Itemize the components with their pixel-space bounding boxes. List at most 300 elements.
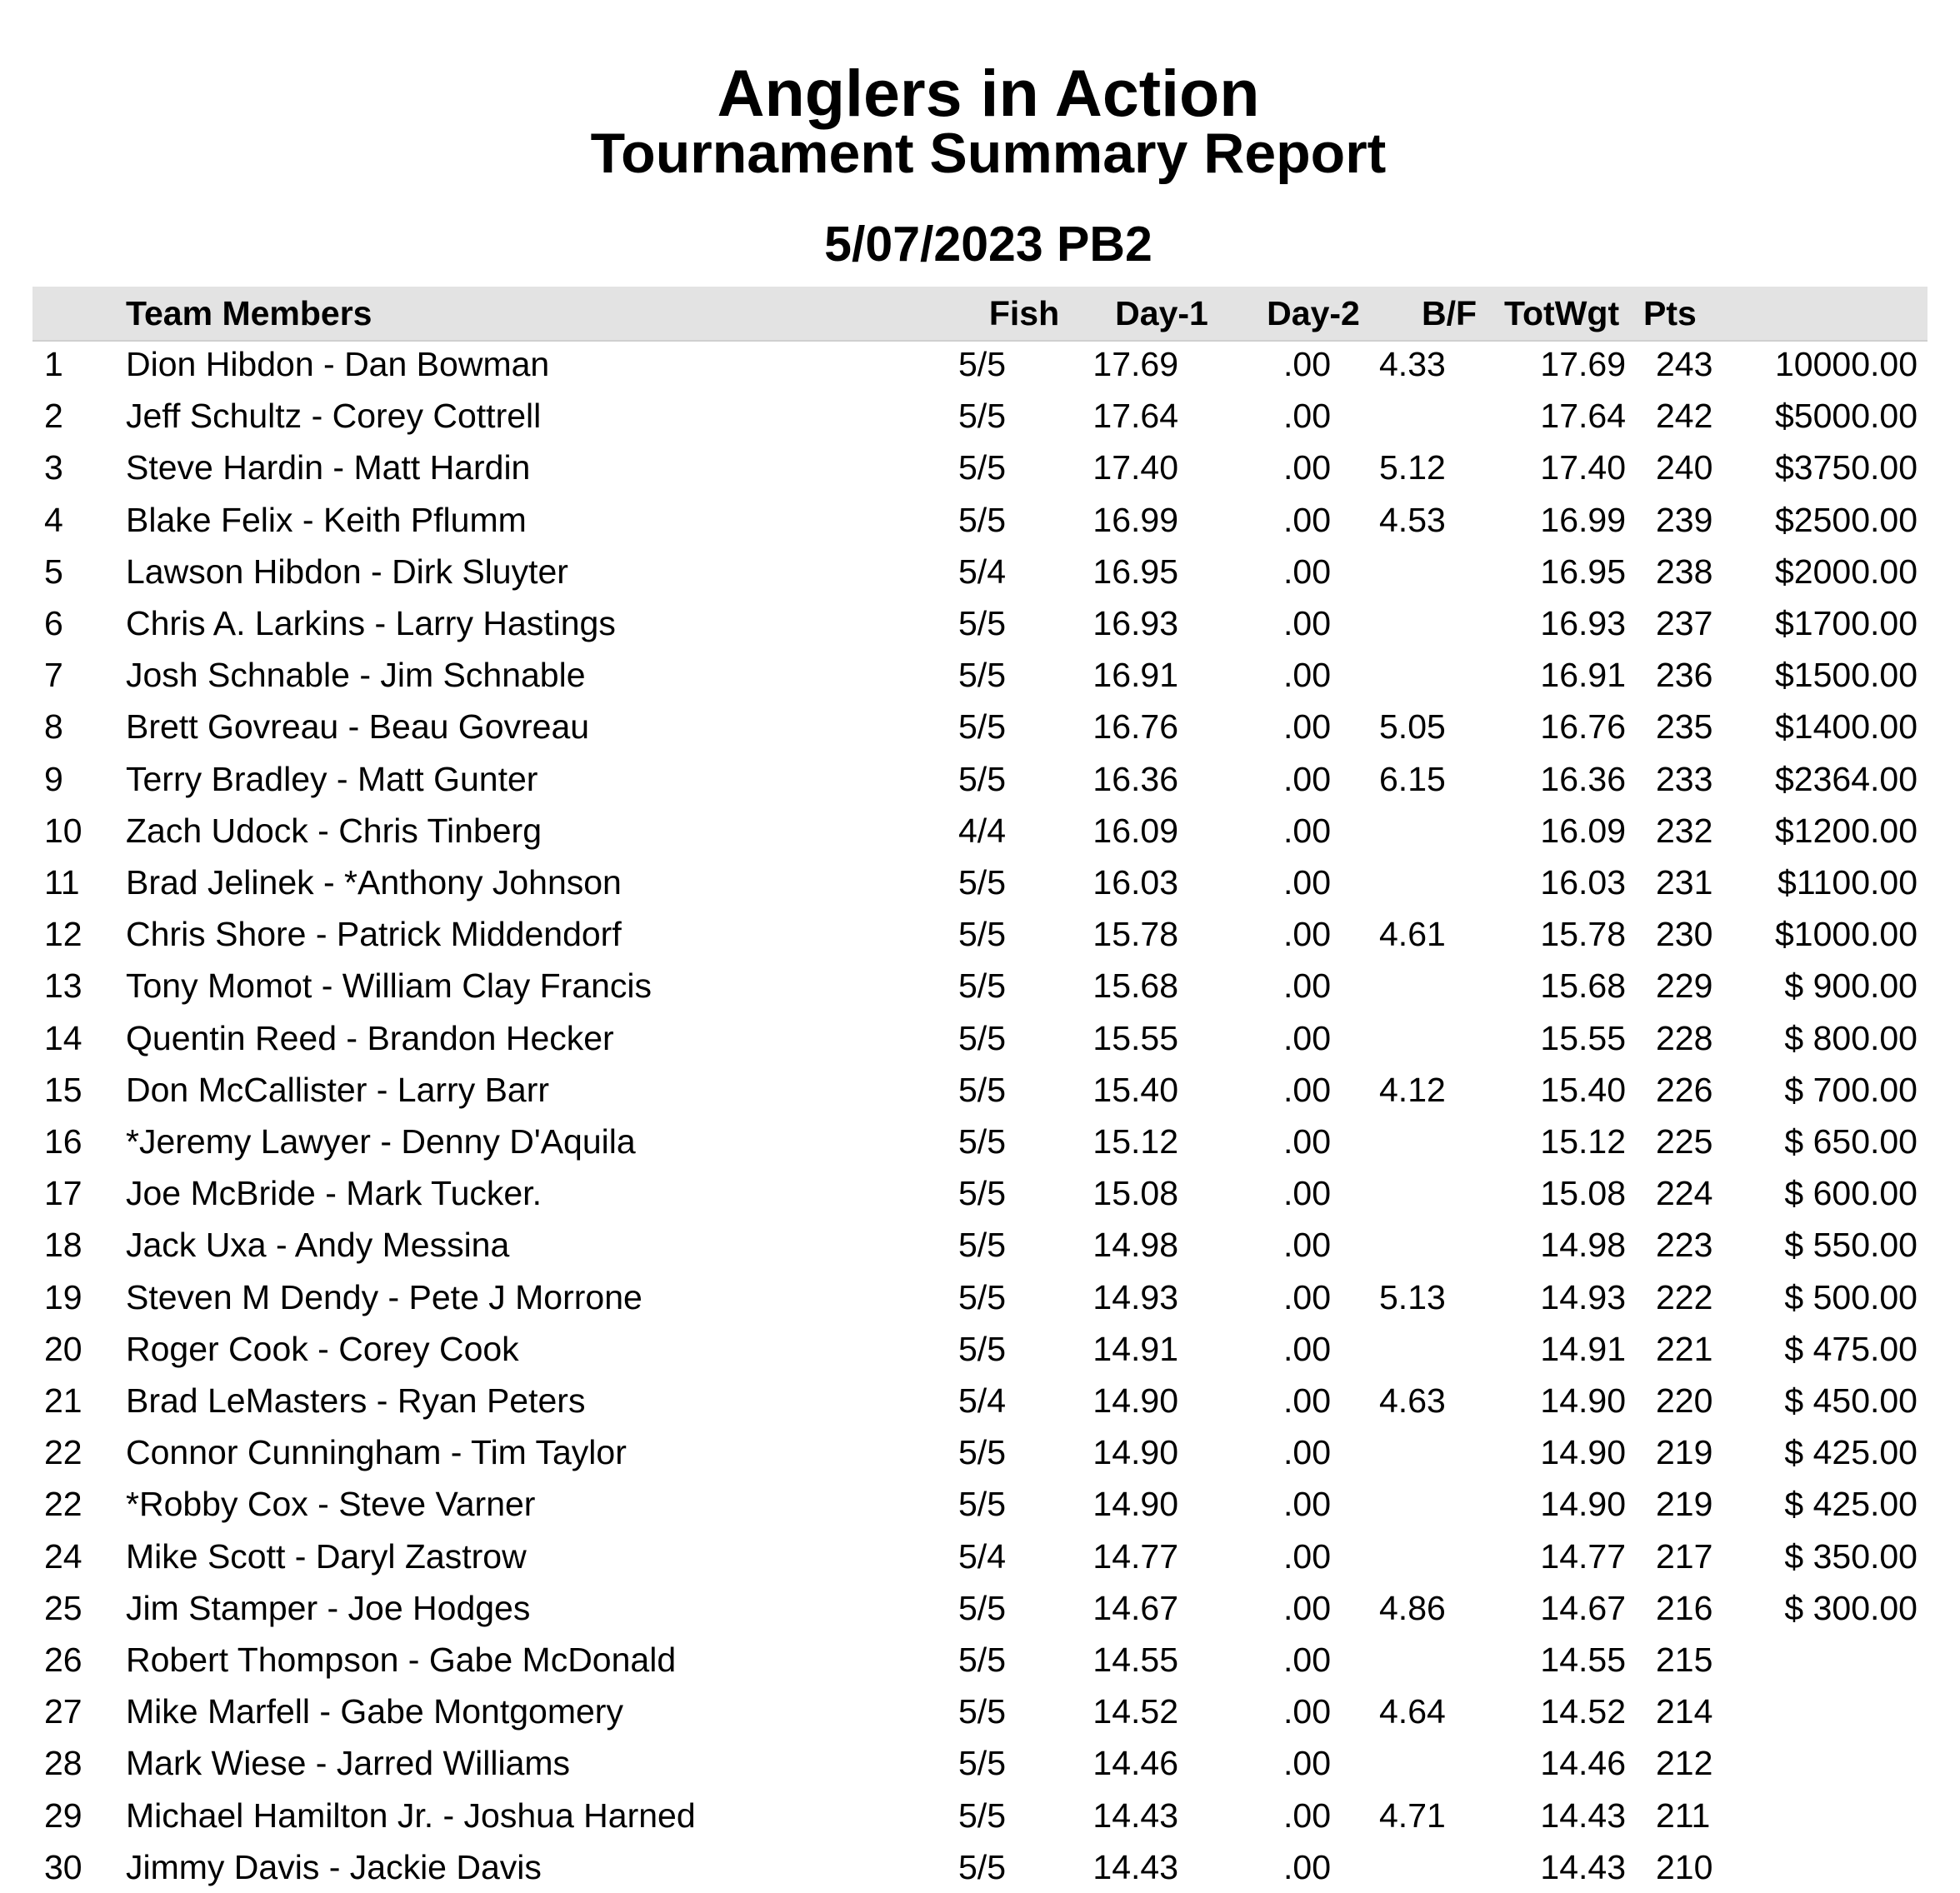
day2-cell: .00 <box>1283 1070 1331 1109</box>
place-cell: 22 <box>44 1485 82 1524</box>
totwgt-cell: 16.09 <box>1540 811 1626 850</box>
prize-cell: $ 500.00 <box>1784 1277 1918 1316</box>
prize-cell: $ 425.00 <box>1784 1433 1918 1472</box>
day1-cell: 15.55 <box>1092 1018 1178 1057</box>
totwgt-cell: 16.93 <box>1540 604 1626 642</box>
prize-cell: $ 600.00 <box>1784 1174 1918 1213</box>
team-cell: Josh Schnable - Jim Schnable <box>126 656 586 695</box>
day1-cell: 16.36 <box>1092 759 1178 798</box>
pts-cell: 210 <box>1656 1847 1713 1886</box>
place-cell: 5 <box>44 552 63 591</box>
totwgt-cell: 14.52 <box>1540 1692 1626 1731</box>
day2-cell: .00 <box>1283 1174 1331 1213</box>
fish-cell: 5/5 <box>958 448 1006 487</box>
pts-cell: 219 <box>1656 1485 1713 1524</box>
pts-cell: 211 <box>1656 1796 1711 1835</box>
fish-cell: 4/4 <box>958 811 1006 850</box>
day2-cell: .00 <box>1283 966 1331 1006</box>
fish-cell: 5/4 <box>958 1381 1006 1420</box>
fish-cell: 5/5 <box>958 863 1006 902</box>
prize-cell: $1200.00 <box>1774 811 1918 850</box>
place-cell: 6 <box>44 604 63 642</box>
day2-cell: .00 <box>1283 759 1331 798</box>
totwgt-cell: 16.99 <box>1540 500 1626 539</box>
prize-cell: $1000.00 <box>1774 915 1918 954</box>
fish-cell: 5/5 <box>958 345 1006 383</box>
prize-cell: $ 300.00 <box>1784 1588 1918 1627</box>
fish-cell: 5/5 <box>958 1277 1006 1316</box>
bf-cell: 4.63 <box>1379 1381 1446 1420</box>
day1-cell: 16.76 <box>1092 707 1178 747</box>
place-cell: 1 <box>44 345 63 383</box>
team-cell: Roger Cook - Corey Cook <box>126 1329 519 1368</box>
day2-cell: .00 <box>1283 1226 1331 1265</box>
table-row <box>0 1271 1960 1323</box>
place-cell: 18 <box>44 1226 82 1265</box>
pts-cell: 236 <box>1656 656 1713 695</box>
prize-cell: $2500.00 <box>1774 500 1918 539</box>
table-row <box>0 1737 1960 1789</box>
day1-cell: 14.90 <box>1092 1381 1178 1420</box>
table-row <box>0 1323 1960 1375</box>
table-row <box>0 1012 1960 1064</box>
prize-cell: $2364.00 <box>1774 759 1918 798</box>
table-row <box>0 1531 1960 1582</box>
bf-cell: 5.12 <box>1379 448 1446 487</box>
bf-cell <box>1379 1219 1496 1271</box>
day1-cell: 14.67 <box>1092 1588 1178 1627</box>
table-row <box>0 908 1960 960</box>
fish-cell: 5/5 <box>958 604 1006 642</box>
table-row <box>0 1634 1960 1686</box>
team-cell: Steve Hardin - Matt Hardin <box>126 448 531 487</box>
day1-cell: 16.95 <box>1092 552 1178 591</box>
prize-cell: $1100.00 <box>1778 863 1918 902</box>
totwgt-cell: 14.91 <box>1540 1329 1626 1368</box>
column-header-day1: Day-1 <box>1115 294 1208 332</box>
day1-cell: 14.77 <box>1092 1536 1178 1576</box>
place-cell: 15 <box>44 1070 82 1109</box>
place-cell: 4 <box>44 500 63 539</box>
column-header-bf: B/F <box>1421 294 1478 332</box>
report-org-title: Anglers in Action <box>717 56 1260 130</box>
place-cell: 28 <box>44 1744 82 1783</box>
day1-cell: 17.40 <box>1092 448 1178 487</box>
pts-cell: 228 <box>1656 1018 1713 1057</box>
bf-cell: 4.33 <box>1379 345 1446 383</box>
pts-cell: 219 <box>1656 1433 1713 1472</box>
pts-cell: 235 <box>1656 707 1713 747</box>
pts-cell: 232 <box>1656 811 1713 850</box>
day2-cell: .00 <box>1283 397 1331 436</box>
team-cell: Robert Thompson - Gabe McDonald <box>126 1641 677 1679</box>
table-header <box>32 287 1928 342</box>
team-cell: Connor Cunningham - Tim Taylor <box>126 1433 627 1472</box>
fish-cell: 5/5 <box>958 1018 1006 1057</box>
bf-cell <box>1379 1323 1496 1375</box>
totwgt-cell: 15.55 <box>1540 1018 1626 1057</box>
day1-cell: 15.08 <box>1092 1174 1178 1213</box>
prize-cell: $3750.00 <box>1774 448 1918 487</box>
day1-cell: 16.91 <box>1092 656 1178 695</box>
bf-cell <box>1379 597 1496 649</box>
place-cell: 10 <box>44 811 82 850</box>
place-cell: 14 <box>44 1018 82 1057</box>
day1-cell: 14.91 <box>1092 1329 1178 1368</box>
day1-cell: 16.93 <box>1092 604 1178 642</box>
totwgt-cell: 16.76 <box>1540 707 1626 747</box>
table-row <box>0 1167 1960 1219</box>
bf-cell: 4.64 <box>1379 1692 1446 1731</box>
prize-cell: $ 900.00 <box>1784 966 1918 1006</box>
day1-cell: 16.03 <box>1092 863 1178 902</box>
table-row <box>0 1478 1960 1530</box>
pts-cell: 238 <box>1656 552 1713 591</box>
bf-cell <box>1379 805 1496 857</box>
totwgt-cell: 14.90 <box>1540 1485 1626 1524</box>
pts-cell: 225 <box>1656 1122 1713 1161</box>
day2-cell: .00 <box>1283 1641 1331 1679</box>
fish-cell: 5/5 <box>958 1641 1006 1679</box>
table-row <box>0 442 1960 493</box>
team-cell: Quentin Reed - Brandon Hecker <box>126 1018 614 1057</box>
place-cell: 20 <box>44 1329 82 1368</box>
day1-cell: 15.12 <box>1092 1122 1178 1161</box>
pts-cell: 221 <box>1656 1329 1713 1368</box>
place-cell: 13 <box>44 966 82 1006</box>
totwgt-cell: 14.98 <box>1540 1226 1626 1265</box>
place-cell: 17 <box>44 1174 82 1213</box>
day1-cell: 14.98 <box>1092 1226 1178 1265</box>
team-cell: Mike Marfell - Gabe Montgomery <box>126 1692 623 1731</box>
totwgt-cell: 16.03 <box>1540 863 1626 902</box>
team-cell: Lawson Hibdon - Dirk Sluyter <box>126 552 568 591</box>
bf-cell <box>1379 546 1496 597</box>
day2-cell: .00 <box>1283 707 1331 747</box>
report-title: Tournament Summary Report <box>590 122 1387 185</box>
team-cell: Brad LeMasters - Ryan Peters <box>126 1381 586 1420</box>
team-cell: Jack Uxa - Andy Messina <box>126 1226 510 1265</box>
table-row <box>0 390 1960 442</box>
day1-cell: 14.90 <box>1092 1433 1178 1472</box>
day2-cell: .00 <box>1283 1381 1331 1420</box>
day2-cell: .00 <box>1283 915 1331 954</box>
day1-cell: 14.90 <box>1092 1485 1178 1524</box>
prize-cell: $ 425.00 <box>1784 1485 1918 1524</box>
place-cell: 19 <box>44 1277 82 1316</box>
team-cell: Don McCallister - Larry Barr <box>126 1070 550 1109</box>
day2-cell: .00 <box>1283 1536 1331 1576</box>
fish-cell: 5/5 <box>958 1226 1006 1265</box>
table-row <box>0 649 1960 701</box>
totwgt-cell: 14.67 <box>1540 1588 1626 1627</box>
team-cell: Tony Momot - William Clay Francis <box>126 966 652 1006</box>
prize-cell: $ 550.00 <box>1784 1226 1918 1265</box>
fish-cell: 5/5 <box>958 1692 1006 1731</box>
fish-cell: 5/5 <box>958 1122 1006 1161</box>
place-cell: 16 <box>44 1122 82 1161</box>
totwgt-cell: 14.55 <box>1540 1641 1626 1679</box>
day2-cell: .00 <box>1283 1692 1331 1731</box>
team-cell: Chris Shore - Patrick Middendorf <box>126 915 622 954</box>
day2-cell: .00 <box>1283 1433 1331 1472</box>
bf-cell: 5.05 <box>1379 707 1446 747</box>
prize-cell: $2000.00 <box>1774 552 1918 591</box>
report-event: 5/07/2023 PB2 <box>824 217 1152 272</box>
prize-cell: $ 350.00 <box>1784 1536 1918 1576</box>
totwgt-cell: 15.08 <box>1540 1174 1626 1213</box>
day2-cell: .00 <box>1283 1485 1331 1524</box>
day2-cell: .00 <box>1283 1122 1331 1161</box>
fish-cell: 5/4 <box>958 552 1006 591</box>
bf-cell: 4.12 <box>1379 1070 1446 1109</box>
day2-cell: .00 <box>1283 1847 1331 1886</box>
bf-cell <box>1379 390 1496 442</box>
bf-cell: 4.53 <box>1379 500 1446 539</box>
day1-cell: 16.09 <box>1092 811 1178 850</box>
team-cell: Blake Felix - Keith Pflumm <box>126 500 527 539</box>
totwgt-cell: 14.43 <box>1540 1847 1626 1886</box>
day1-cell: 14.46 <box>1092 1744 1178 1783</box>
bf-cell <box>1379 1478 1496 1530</box>
team-cell: Michael Hamilton Jr. - Joshua Harned <box>126 1796 696 1835</box>
prize-cell: $ 700.00 <box>1784 1070 1918 1109</box>
pts-cell: 233 <box>1656 759 1713 798</box>
team-cell: Jeff Schultz - Corey Cottrell <box>126 397 542 436</box>
pts-cell: 216 <box>1656 1588 1713 1627</box>
bf-cell: 6.15 <box>1379 759 1446 798</box>
totwgt-cell: 16.91 <box>1540 656 1626 695</box>
fish-cell: 5/5 <box>958 500 1006 539</box>
prize-cell <box>1750 1634 1918 1686</box>
day2-cell: .00 <box>1283 1018 1331 1057</box>
table-row <box>0 857 1960 908</box>
team-cell: Brad Jelinek - *Anthony Johnson <box>126 863 622 902</box>
column-header-pts: Pts <box>1643 294 1697 332</box>
pts-cell: 214 <box>1656 1692 1713 1731</box>
totwgt-cell: 16.95 <box>1540 552 1626 591</box>
fish-cell: 5/5 <box>958 1485 1006 1524</box>
day2-cell: .00 <box>1283 552 1331 591</box>
day2-cell: .00 <box>1283 811 1331 850</box>
table-row <box>0 597 1960 649</box>
prize-cell: $1400.00 <box>1774 707 1918 747</box>
bf-cell: 5.13 <box>1379 1277 1446 1316</box>
place-cell: 7 <box>44 656 63 695</box>
pts-cell: 215 <box>1656 1641 1713 1679</box>
bf-cell <box>1379 1531 1496 1582</box>
pts-cell: 229 <box>1656 966 1713 1006</box>
table-row <box>0 546 1960 597</box>
bf-cell: 4.71 <box>1379 1796 1446 1835</box>
totwgt-cell: 14.90 <box>1540 1381 1626 1420</box>
totwgt-cell: 17.40 <box>1540 448 1626 487</box>
prize-cell: $1700.00 <box>1774 604 1918 642</box>
fish-cell: 5/5 <box>958 1796 1006 1835</box>
bf-cell <box>1379 1737 1496 1789</box>
fish-cell: 5/5 <box>958 1588 1006 1627</box>
prize-cell <box>1750 1790 1918 1841</box>
prize-cell: $1500.00 <box>1774 656 1918 695</box>
pts-cell: 224 <box>1656 1174 1713 1213</box>
table-row <box>0 701 1960 752</box>
pts-cell: 222 <box>1656 1277 1713 1316</box>
fish-cell: 5/5 <box>958 915 1006 954</box>
table-row <box>0 1064 1960 1116</box>
table-row <box>0 1426 1960 1478</box>
day1-cell: 14.43 <box>1092 1796 1178 1835</box>
team-cell: Chris A. Larkins - Larry Hastings <box>126 604 616 642</box>
table-row <box>0 1841 1960 1893</box>
table-row <box>0 1375 1960 1426</box>
pts-cell: 217 <box>1656 1536 1713 1576</box>
prize-cell <box>1750 1686 1918 1737</box>
totwgt-cell: 15.40 <box>1540 1070 1626 1109</box>
day1-cell: 17.69 <box>1092 345 1178 383</box>
pts-cell: 242 <box>1656 397 1713 436</box>
day2-cell: .00 <box>1283 1744 1331 1783</box>
fish-cell: 5/5 <box>958 1070 1006 1109</box>
table-row <box>0 1686 1960 1737</box>
place-cell: 27 <box>44 1692 82 1731</box>
place-cell: 8 <box>44 707 63 747</box>
totwgt-cell: 17.69 <box>1540 345 1626 383</box>
team-cell: *Robby Cox - Steve Varner <box>126 1485 536 1524</box>
pts-cell: 226 <box>1656 1070 1713 1109</box>
pts-cell: 230 <box>1656 915 1713 954</box>
team-cell: Joe McBride - Mark Tucker. <box>126 1174 542 1213</box>
totwgt-cell: 16.36 <box>1540 759 1626 798</box>
prize-cell: $ 450.00 <box>1784 1381 1918 1420</box>
day1-cell: 16.99 <box>1092 500 1178 539</box>
fish-cell: 5/5 <box>958 759 1006 798</box>
day1-cell: 14.43 <box>1092 1847 1178 1886</box>
prize-cell: $5000.00 <box>1774 397 1918 436</box>
fish-cell: 5/5 <box>958 707 1006 747</box>
fish-cell: 5/5 <box>958 1744 1006 1783</box>
pts-cell: 243 <box>1656 345 1713 383</box>
table-row <box>0 960 1960 1011</box>
bf-cell <box>1379 1167 1496 1219</box>
team-cell: Jim Stamper - Joe Hodges <box>126 1588 531 1627</box>
team-cell: Jimmy Davis - Jackie Davis <box>126 1847 542 1886</box>
fish-cell: 5/5 <box>958 397 1006 436</box>
pts-cell: 237 <box>1656 604 1713 642</box>
day2-cell: .00 <box>1283 863 1331 902</box>
bf-cell <box>1379 1116 1496 1167</box>
fish-cell: 5/5 <box>958 656 1006 695</box>
place-cell: 12 <box>44 915 82 954</box>
day1-cell: 15.40 <box>1092 1070 1178 1109</box>
team-cell: Mark Wiese - Jarred Williams <box>126 1744 571 1783</box>
pts-cell: 223 <box>1656 1226 1713 1265</box>
place-cell: 2 <box>44 397 63 436</box>
prize-cell: $ 650.00 <box>1784 1122 1918 1161</box>
bf-cell <box>1379 1841 1496 1893</box>
day2-cell: .00 <box>1283 1796 1331 1835</box>
bf-cell: 4.61 <box>1379 915 1446 954</box>
bf-cell: 4.86 <box>1379 1588 1446 1627</box>
place-cell: 30 <box>44 1847 82 1886</box>
team-cell: Zach Udock - Chris Tinberg <box>126 811 542 850</box>
place-cell: 11 <box>44 863 80 902</box>
column-header-day2: Day-2 <box>1267 294 1360 332</box>
fish-cell: 5/5 <box>958 1433 1006 1472</box>
fish-cell: 5/5 <box>958 1174 1006 1213</box>
column-header-fish: Fish <box>988 294 1060 332</box>
place-cell: 24 <box>44 1536 82 1576</box>
pts-cell: 239 <box>1656 500 1713 539</box>
fish-cell: 5/5 <box>958 966 1006 1006</box>
day2-cell: .00 <box>1283 345 1331 383</box>
fish-cell: 5/5 <box>958 1847 1006 1886</box>
place-cell: 22 <box>44 1433 82 1472</box>
day2-cell: .00 <box>1283 1329 1331 1368</box>
place-cell: 29 <box>44 1796 82 1835</box>
bf-cell <box>1379 649 1496 701</box>
place-cell: 25 <box>44 1588 82 1627</box>
column-header-totwgt: TotWgt <box>1504 294 1620 332</box>
pts-cell: 220 <box>1656 1381 1713 1420</box>
day2-cell: .00 <box>1283 448 1331 487</box>
totwgt-cell: 15.12 <box>1540 1122 1626 1161</box>
place-cell: 26 <box>44 1641 82 1679</box>
day1-cell: 14.55 <box>1092 1641 1178 1679</box>
day2-cell: .00 <box>1283 656 1331 695</box>
totwgt-cell: 14.43 <box>1540 1796 1626 1835</box>
day1-cell: 17.64 <box>1092 397 1178 436</box>
place-cell: 21 <box>44 1381 82 1420</box>
day2-cell: .00 <box>1283 1277 1331 1316</box>
prize-cell: $ 475.00 <box>1784 1329 1918 1368</box>
team-cell: Steven M Dendy - Pete J Morrone <box>126 1277 642 1316</box>
pts-cell: 240 <box>1656 448 1713 487</box>
prize-cell <box>1750 1841 1918 1893</box>
pts-cell: 212 <box>1656 1744 1713 1783</box>
prize-cell <box>1750 1737 1918 1789</box>
day1-cell: 15.68 <box>1092 966 1178 1006</box>
table-row <box>0 1790 1960 1841</box>
place-cell: 9 <box>44 759 63 798</box>
day2-cell: .00 <box>1283 604 1331 642</box>
table-row <box>0 753 1960 805</box>
day1-cell: 14.52 <box>1092 1692 1178 1731</box>
bf-cell <box>1379 960 1496 1011</box>
table-row <box>0 338 1960 390</box>
totwgt-cell: 17.64 <box>1540 397 1626 436</box>
place-cell: 3 <box>44 448 63 487</box>
day2-cell: .00 <box>1283 500 1331 539</box>
team-cell: Terry Bradley - Matt Gunter <box>126 759 538 798</box>
totwgt-cell: 14.46 <box>1540 1744 1626 1783</box>
totwgt-cell: 15.78 <box>1540 915 1626 954</box>
team-cell: Mike Scott - Daryl Zastrow <box>126 1536 527 1576</box>
table-row <box>0 1116 1960 1167</box>
team-cell: *Jeremy Lawyer - Denny D'Aquila <box>126 1122 636 1161</box>
bf-cell <box>1379 857 1496 908</box>
day1-cell: 15.78 <box>1092 915 1178 954</box>
fish-cell: 5/5 <box>958 1329 1006 1368</box>
pts-cell: 231 <box>1656 863 1713 902</box>
totwgt-cell: 14.90 <box>1540 1433 1626 1472</box>
day2-cell: .00 <box>1283 1588 1331 1627</box>
team-cell: Brett Govreau - Beau Govreau <box>126 707 590 747</box>
prize-cell: 10000.00 <box>1774 345 1918 383</box>
table-row <box>0 1582 1960 1634</box>
team-cell: Dion Hibdon - Dan Bowman <box>126 345 550 383</box>
bf-cell <box>1379 1426 1496 1478</box>
table-row <box>0 805 1960 857</box>
